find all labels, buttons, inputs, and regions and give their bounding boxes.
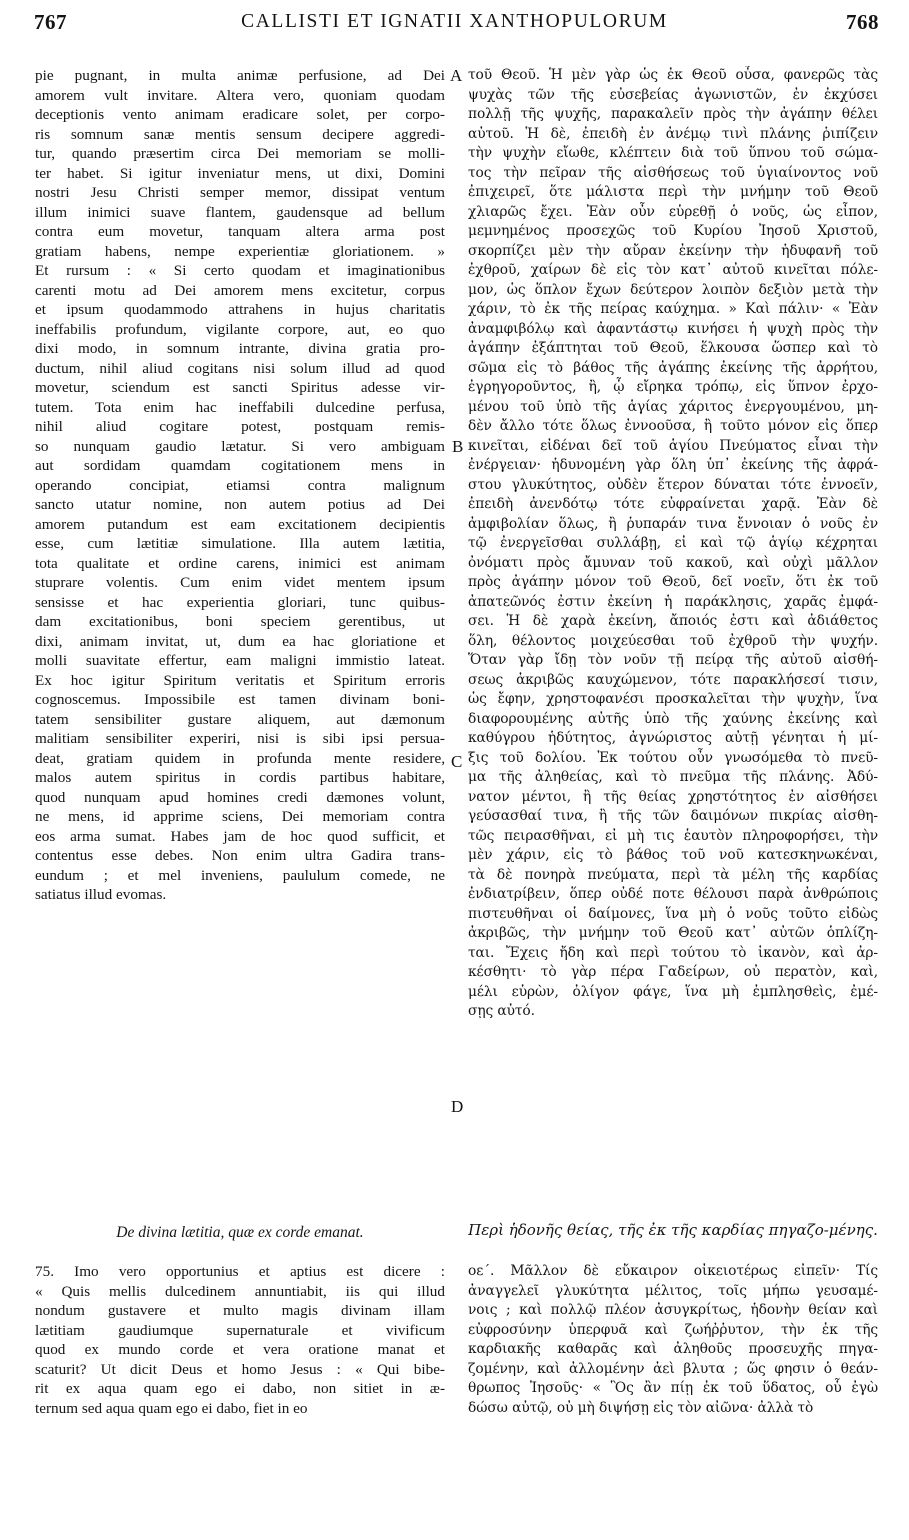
text-line: deat, gratiam quidem in profunda mente residere, — [35, 749, 445, 767]
text-line: ζομένην, καὶ ἀλλομένην ἀεὶ βλυτα ; ὥς φησιν ὁ θεάν- — [468, 1360, 878, 1377]
text-line: ἐνέργειαν· ἡδυνομένη γὰρ ὅλη ὑπ᾽ ἐκείνης τῆς ἀφρά- — [468, 457, 878, 473]
margin-marker-b: B — [452, 437, 464, 456]
text-line: ris somnum sanæ mentis sensum decipere aggredi- — [35, 125, 445, 143]
text-line: μέλι εὑρὼν, ὀλίγον φάγε, ἵνα μὴ ἐμπλησθεὶς, ἐμέ- — [468, 983, 878, 1000]
text-line: ὡς ἔφην, χρηστοφανέσι προσκαλεῖται τὴν ψυχὴν, ἵνα — [468, 691, 878, 707]
text-line: so nunquam gaudio lætatur. Si vero ambiguam — [35, 437, 445, 455]
text-line: τῶς πειρασθῆναι, εἰ μὴ τις ἑαυτὸν πληροφορήσει, τὴν — [468, 827, 878, 844]
text-line: πολλῇ τῆς ψυχῆς, παρακαλεῖν πρὸς τὴν ἀγάπην θέλει — [468, 106, 878, 122]
text-line: quod nunquam apud homines credi dæmones volunt, — [35, 788, 445, 806]
text-line: σκορπίζει μὲν τὴν αὔραν ἐκείνην τὴν ἡδυφανῆ τοῦ — [468, 242, 878, 259]
text-line: δὲν ἄλλο τότε ὅλως ἐννοοῦσα, ἢ τοῦτο μόνον εἰς ὅπερ — [468, 418, 878, 434]
text-line: ἀναμφιβόλῳ καὶ ἀφαντάστῳ κινήσει ἡ ψυχὴ πρὸς τὴν — [468, 320, 878, 337]
text-line: satiatus illud evomas. — [35, 886, 167, 903]
text-line: μα τῆς ἀληθείας, καὶ τὸ πνεῦμα τῆς πλάνης. Ἀδύ- — [468, 769, 878, 785]
text-line: ἐπιχειρεῖ, ὅτε μάλιστα περὶ τὴν μνήμην τοῦ Θεοῦ — [468, 184, 878, 200]
text-line: αὐτοῦ. Ἡ δὲ, ἐπειδὴ ἐν ἀνέμῳ τινὶ πλάνης ῥιπίζειν — [468, 125, 878, 142]
text-line: μὲν χάριν, εἰς τὸ βάθος τοῦ νοῦ κατεσκηνωκέναι, — [468, 847, 878, 863]
text-line: σῶμα εἰς τὸ βάθος τῆς ἀγάπης ἐκείνης τῆς ἀρρήτου, — [468, 359, 878, 376]
text-line: dixi, animam invitat, ut, dum ea hac gloriatione et — [35, 632, 445, 650]
text-line: ἀπατεῶνός ἐστιν ἐκείνη ἡ παράκλησις, χαρᾶς ἐμφά- — [468, 593, 878, 610]
text-line: carenti motu ad Dei amorem mens excitetur, corpus — [35, 281, 445, 299]
text-line: dixi modo, in somnum intrante, divina gratia pro- — [35, 340, 445, 357]
text-line: σεως ἀκριβῶς καυχώμενον, τότε παρακλήσεσί τισιν, — [468, 671, 878, 688]
text-line: gratiam habens, nempe experientiæ gloriationem. » — [35, 242, 445, 260]
text-line: ter habet. Si igitur inveniatur mens, ut dixi, Domini — [35, 164, 445, 182]
text-line: ξις τοῦ δολίου. Ἐκ τούτου οὖν γνωσόμεθα τὸ πνεῦ- — [468, 749, 878, 766]
text-line: ἐνδιατρίβειν, ὅπερ οὐδέ ποτε θέλουσι παρὰ ἀνθρώποις — [468, 886, 878, 902]
text-line: deceptionis vento animam eradicare solet, per corpo- — [35, 106, 445, 123]
text-line: operando concipiat, etiamsi contra malignum — [35, 476, 445, 494]
page-number-right: 768 — [846, 10, 879, 34]
latin-column-continuation — [35, 1262, 445, 1418]
text-line: et ipsum quodammodo attrahens in hujus charitatis — [35, 301, 445, 318]
text-line: ἐγρηγοροῦντος, ἢ, ᾧ εἴρηκα τρόπῳ, εἰς ὕπνον ἐρχο- — [468, 379, 878, 395]
text-line: movetur, sciendum est sancti Spiritus adesse vir- — [35, 379, 445, 396]
text-line: amorem putandum est eam excitationem decipientis — [35, 515, 445, 533]
text-line: χλιαρῶς ἔχει. Ἐὰν οὖν εὑρεθῇ ὁ νοῦς, ὡς εἶπον, — [468, 203, 878, 220]
text-line: esse, cum lætitiæ simulatione. Illa autem lætitia, — [35, 535, 445, 552]
text-line: quod ex mundo corde et vera oratione manat et — [35, 1341, 445, 1358]
page-number-left: 767 — [34, 10, 67, 34]
text-line: molli suavitate effertur, eam maligni immistio lateat. — [35, 652, 445, 669]
text-line: τοῦ Θεοῦ. Ἡ μὲν γὰρ ὡς ἐκ Θεοῦ οὖσα, φανερῶς τὰς — [468, 67, 878, 83]
text-line: σει. Ἡ δὲ χαρὰ ἐκείνη, ἄποιός ἐστι καὶ ἀδιάθετος — [468, 613, 878, 629]
latin-paragraph — [35, 66, 445, 905]
text-line: καρδιακῆς καθαρᾶς καὶ ἀληθοῦς προσευχῆς πηγα- — [468, 1341, 878, 1357]
text-line: « Quis mellis dulcedinem annuntiabit, iis qui illud — [35, 1282, 445, 1300]
text-line: nondum gustavere et multo magis divinam illam — [35, 1302, 445, 1319]
text-line: μεμνημένος προσεχῶς τοῦ Κυρίου Ἰησοῦ Χριστοῦ, — [468, 223, 878, 239]
text-line: πιστευθῆναι οἱ δαίμονες, ἵνα μὴ ὁ νοῦς τοῦτο εἰδὼς — [468, 905, 878, 922]
text-line: stuprare volentis. Cum enim videt mentem ipsum — [35, 574, 445, 591]
greek-paragraph — [468, 66, 878, 1022]
text-line: contra eum movetur, tanquam altera arma post — [35, 223, 445, 240]
latin-paragraph — [35, 1262, 445, 1418]
running-title: CALLISTI ET IGNATII XANTHOPULORUM — [241, 11, 668, 32]
text-line: sancto utatur nomine, non autem potius ad Dei — [35, 496, 445, 513]
text-line: nihil aliud cogitare potest, postquam remis- — [35, 418, 445, 435]
text-line: ὅλη, θέλοντος μοιχεύεσθαι τοῦ ἐχθροῦ τὴν ψυχήν. — [468, 632, 878, 649]
margin-marker-a: A — [450, 66, 463, 85]
text-line: sensisse et hac experientia gloriari, tunc quibus- — [35, 593, 445, 611]
text-line: tatem sensibiliter gustare aliquem, aut dæmonum — [35, 710, 445, 728]
text-line: μον, ὡς ὅπλον ἔχων δεύτερον λοιπὸν δεξιὸν μετὰ τὴν — [468, 281, 878, 298]
text-line: ψυχὰς τῶν τῆς εὐσεβείας ἀγωνιστῶν, ἐν ἐκχύσει — [468, 86, 878, 103]
greek-section-heading: Περὶ ἡδονῆς θείας, τῆς ἐκ τῆς καρδίας πηγαζο-μένης. — [468, 1221, 878, 1239]
text-line: μένου τοῦ ὑπὸ τῆς ἁγίας χάριτος ἐνεργουμένου, μη- — [468, 398, 878, 415]
greek-paragraph — [468, 1262, 878, 1418]
text-line: ἀκριβῶς, τὴν μνήμην τοῦ Θεοῦ κατ᾽ αὐτῶν ὁπλίζη- — [468, 925, 878, 941]
text-line: malos autem spiritus in cordis partibus habitare, — [35, 769, 445, 786]
text-line: eos arma sumat. Habes jam de hoc quod sufficit, et — [35, 827, 445, 845]
text-line: στου γλυκύτητος, οὐδὲν ἕτερον δύναται τότε ἐννοεῖν, — [468, 476, 878, 493]
latin-section-heading: De divina lætitia, quæ ex corde emanat. — [116, 1224, 364, 1241]
text-line: κινεῖται, εἰδέναι δεῖ τοῦ ἁγίου Πνεύματος εἶναι τὴν — [468, 437, 878, 454]
text-line: tutem. Tota enim hac ineffabili dulcedine perfusa, — [35, 398, 445, 416]
text-line: ἀμφιβολίαν ὅλως, ἢ ῥυπαράν τινα ἔννοιαν ὁ νοῦς ἐν — [468, 515, 878, 532]
text-line: ἀγάπην ἐξάπτηται τοῦ Θεοῦ, ἕλκουσα ὥσπερ καὶ τὸ — [468, 340, 878, 356]
text-line: θρωπος Ἰησοῦς· « Ὃς ἂν πίῃ ἐκ τοῦ ὕδατος, οὗ ἐγὼ — [468, 1380, 878, 1396]
text-line: γεύσασθαί τινα, ἢ τῆς τῶν δαιμόνων πικρίας αἰσθη- — [468, 808, 878, 824]
margin-marker-d: D — [451, 1097, 464, 1116]
text-line: amorem vult invitare. Altera vero, quoniam quodam — [35, 86, 445, 104]
text-line: τῷ ἐνεργεῖσθαι συλλάβῃ, εἰ καὶ τῷ ἁγίῳ κέχρηται — [468, 535, 878, 551]
text-line: Et rursum : « Si certo quodam et imaginationibus — [35, 262, 445, 279]
text-line: contentus esse debes. Non enim ultra Gadira trans- — [35, 847, 445, 864]
text-line: τος τὴν πεῖραν τῆς αἰσθήσεως τοῦ ὑγιαίνοντος νοῦ — [468, 164, 878, 181]
running-header — [0, 10, 909, 44]
text-line: πρὸς ἀγάπην μόνον τοῦ Θεοῦ, δεῖ νοεῖν, ὅτι ἐκ τοῦ — [468, 574, 878, 590]
text-line: διαφορουμένης αὐτῆς ὑπὸ τῆς χαύνης ἐκείνης καὶ — [468, 710, 878, 727]
text-line: malitiam sensibiliter experiri, nisi is sibi ipsi persua- — [35, 730, 445, 747]
text-line: illum inimici suave flantem, gaudensque ad bellum — [35, 203, 445, 221]
text-line: κέσθητι· τὸ γὰρ πέρα Γαδείρων, οὐ περατὸν, καὶ, — [468, 964, 878, 980]
text-line: Ὅταν γὰρ ἴδῃ τὸν νοῦν τῇ πείρᾳ τῆς αὐτοῦ αἰσθή- — [468, 652, 878, 668]
greek-column-continuation — [468, 1262, 878, 1418]
text-line: Ex hoc igitur Spiritum veritatis et Spiritum erroris — [35, 671, 445, 689]
text-line: τὰ δὲ πονηρὰ πνεύματα, περὶ τὰ μέλη τῆς καρδίας — [468, 866, 878, 883]
text-line: nostri Jesu Christi semper memor, dissipat ventum — [35, 184, 445, 201]
greek-column-body — [468, 66, 878, 1022]
text-line: ἐπειδὴ ἀνενδότῳ τότε εὐφραίνεται χαρᾷ. Ἐὰν δὲ — [468, 496, 878, 512]
text-line: pie pugnant, in multa animæ perfusione, ad Dei — [35, 67, 445, 84]
text-line: ne mens, id apprime sciens, Dei memoriam contra — [35, 808, 445, 825]
text-line: νοις ; καὶ πολλῷ πλέον ἀσυγκρίτως, ἡδονὴν θείαν καὶ — [468, 1302, 878, 1318]
text-line: χάριν, τὸ ἐκ τῆς πείρας καύχημα. » Καὶ πάλιν· « Ἐὰν — [468, 301, 878, 317]
text-line: aut sordidam quamdam cogitationem mens in — [35, 457, 445, 474]
text-line: scaturit? Ut dicit Deus et homo Jesus : « Qui bibe- — [35, 1360, 445, 1378]
text-line: tota qualitate et ordine carens, inimici est animam — [35, 554, 445, 572]
text-line: dam excitationibus, boni speciem gerentibus, ut — [35, 613, 445, 630]
text-line: εὐφροσύνην ὑπερφυᾶ καὶ ζωήῤῥυτον, τὴν ἐκ τῆς — [468, 1321, 878, 1338]
text-line: ἐχθροῦ, χαίρων δὲ εἰς τὸν κατ᾽ αὐτοῦ κινεῖται πόλε- — [468, 262, 878, 278]
text-line: eundum ; et mel inveniens, paululum comede, ne — [35, 866, 445, 884]
text-line: ductum, nihil aliud cogitans nisi solum illud ad quod — [35, 359, 445, 377]
margin-marker-c: C — [451, 752, 463, 771]
text-line: lætitiam gaudiumque supernaturale et vivificum — [35, 1321, 445, 1339]
text-line: tur, quando præsertim circa Dei memoriam se molli- — [35, 145, 445, 162]
text-line: 75. Imo vero opportunius et aptius est dicere : — [35, 1263, 445, 1280]
text-line: τὴν ψυχὴν εἴωθε, κλέπτειν διὰ τοῦ ὕπνου τοῦ σώμα- — [468, 145, 878, 161]
text-line: νατον μέντοι, ἢ τῆς θείας χρηστότητος ἐν αἰσθήσει — [468, 788, 878, 805]
text-line: ἀναγγελεῖ γλυκύτητα μέλιτος, τοῖς μήπω γευσαμέ- — [468, 1282, 878, 1299]
text-line: ται. Ἔχεις ἤδη καὶ περὶ τούτου τὸ ἱκανὸν, καὶ ἀρ- — [468, 944, 878, 961]
text-line: cognoscemus. Impossibile est tamen divinam boni- — [35, 691, 445, 708]
text-line: rit ex aqua quam ego ei dabo, non sitiet in æ- — [35, 1380, 445, 1397]
text-line: οε΄. Μᾶλλον δὲ εὔκαιρον οἰκειοτέρως εἰπεῖν· Τίς — [468, 1263, 878, 1279]
latin-column-body — [35, 66, 445, 905]
text-line: ὀνόματι πρὸς ἄμυναν τοῦ κακοῦ, καὶ οὐχὶ μᾶλλον — [468, 554, 878, 571]
text-line: δώσω αὐτῷ, οὐ μὴ διψήσῃ εἰς τὸν αἰῶνα· ἀλλὰ τὸ — [468, 1399, 814, 1416]
text-line: καθύγρου ἡδύτητος, ἀγνώριστος αὐτῇ γένηται ἡ μί- — [468, 730, 878, 746]
text-line: ternum sed aqua quam ego ei dabo, fiet in eo — [35, 1399, 308, 1417]
text-line: ineffabilis profundum, vigilante corpore, aut, eo quo — [35, 320, 445, 338]
text-line: σῃς αὐτό. — [468, 1003, 535, 1019]
